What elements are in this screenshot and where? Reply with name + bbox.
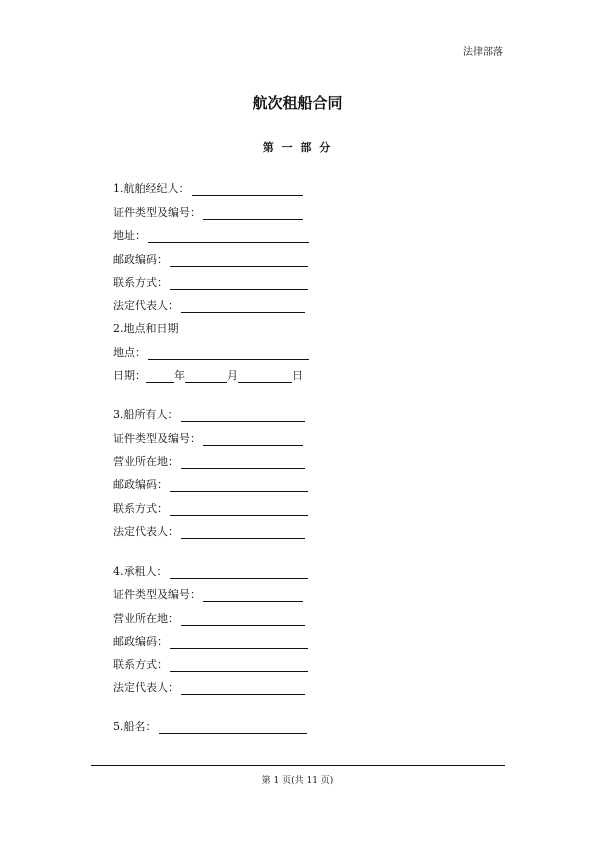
field-broker-id (113, 206, 303, 220)
charterer-postcode-input-line[interactable] (170, 636, 308, 649)
field-charterer-office (113, 612, 305, 626)
field-owner-postcode (113, 478, 308, 492)
field-broker (113, 182, 303, 196)
broker-id-input-line[interactable] (203, 207, 303, 220)
field-owner (113, 408, 305, 422)
owner-postcode-input-line[interactable] (170, 479, 308, 492)
section-label: 2.地点和日期 (113, 322, 179, 335)
field-label: 3.船所有人： (113, 408, 179, 421)
field-label: 联系方式： (113, 658, 168, 671)
field-label: 证件类型及编号： (113, 588, 201, 601)
year-unit: 年 (174, 369, 185, 382)
field-owner-contact (113, 502, 308, 516)
place-input-line[interactable] (148, 347, 309, 360)
ship-name-input-line[interactable] (159, 721, 307, 734)
broker-contact-input-line[interactable] (170, 277, 308, 290)
field-owner-id (113, 432, 303, 446)
field-label: 营业所在地： (113, 455, 179, 468)
month-unit: 月 (227, 369, 238, 382)
day-unit: 日 (292, 369, 303, 382)
charterer-office-input-line[interactable] (181, 613, 305, 626)
broker-postcode-input-line[interactable] (170, 254, 308, 267)
owner-id-input-line[interactable] (203, 433, 303, 446)
year-input-line[interactable] (146, 370, 174, 383)
month-input-line[interactable] (185, 370, 227, 383)
field-label: 1.航舶经纪人： (113, 182, 190, 195)
part-heading: 第 一 部 分 (262, 141, 333, 154)
charterer-rep-input-line[interactable] (181, 682, 305, 695)
field-charterer (113, 565, 308, 579)
field-label: 5.船名： (113, 720, 157, 733)
header-brand: 法律部落 (463, 47, 503, 58)
footer-divider (91, 765, 505, 766)
field-charterer-postcode (113, 635, 308, 649)
field-label: 日期： (113, 369, 146, 382)
field-ship-name (113, 720, 307, 734)
field-label: 4.承租人： (113, 565, 168, 578)
charterer-id-input-line[interactable] (203, 589, 303, 602)
charterer-contact-input-line[interactable] (170, 659, 308, 672)
page-number: 第 1 页(共 11 页) (261, 776, 334, 786)
field-label: 邮政编码： (113, 253, 168, 266)
field-label: 地点： (113, 346, 146, 359)
section-place-date (113, 322, 179, 336)
document-title: 航次租船合同 (252, 94, 343, 112)
field-broker-contact (113, 276, 308, 290)
owner-input-line[interactable] (181, 409, 305, 422)
owner-office-input-line[interactable] (181, 456, 305, 469)
field-label: 营业所在地： (113, 612, 179, 625)
field-charterer-rep (113, 681, 305, 695)
field-broker-address (113, 229, 309, 243)
owner-contact-input-line[interactable] (170, 503, 308, 516)
field-date (113, 369, 303, 383)
owner-rep-input-line[interactable] (181, 526, 305, 539)
field-label: 法定代表人： (113, 681, 179, 694)
field-label: 邮政编码： (113, 635, 168, 648)
broker-address-input-line[interactable] (148, 230, 309, 243)
field-charterer-contact (113, 658, 308, 672)
charterer-input-line[interactable] (170, 566, 308, 579)
field-label: 联系方式： (113, 276, 168, 289)
field-owner-office (113, 455, 305, 469)
broker-input-line[interactable] (192, 183, 303, 196)
broker-rep-input-line[interactable] (181, 300, 305, 313)
field-label: 法定代表人： (113, 525, 179, 538)
field-label: 地址： (113, 229, 146, 242)
day-input-line[interactable] (238, 370, 292, 383)
field-label: 证件类型及编号： (113, 432, 201, 445)
field-label: 邮政编码： (113, 478, 168, 491)
field-label: 证件类型及编号： (113, 206, 201, 219)
field-label: 法定代表人： (113, 299, 179, 312)
field-broker-postcode (113, 253, 308, 267)
field-place (113, 346, 309, 360)
field-label: 联系方式： (113, 502, 168, 515)
field-owner-rep (113, 525, 305, 539)
field-broker-rep (113, 299, 305, 313)
field-charterer-id (113, 588, 303, 602)
